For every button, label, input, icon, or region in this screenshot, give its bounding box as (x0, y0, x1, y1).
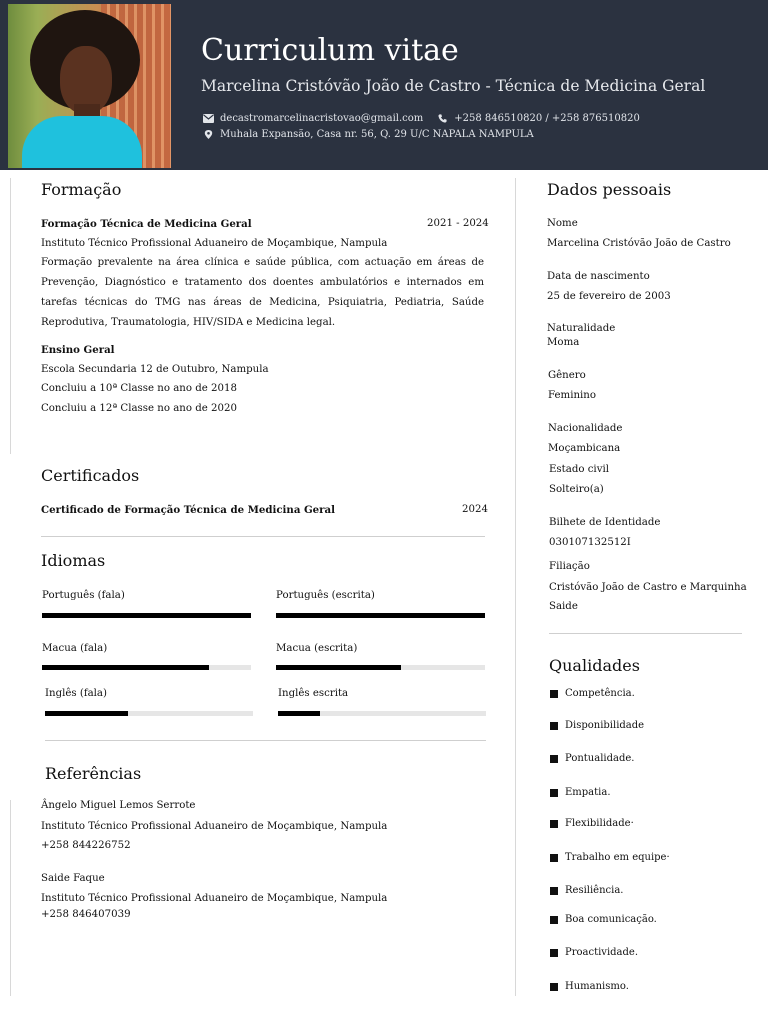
estado-civil-label: Estado civil (549, 464, 609, 475)
bullet-square-icon (550, 690, 558, 698)
language-bar-macua-fala (42, 665, 251, 670)
general-education-title: Ensino Geral (41, 344, 115, 356)
language-bar-macua-escrita (276, 665, 485, 670)
quality-item (550, 818, 634, 829)
naturalidade-label: Naturalidade (547, 323, 616, 334)
language-bar-portugues-escrita (276, 613, 485, 618)
bullet-square-icon (550, 887, 558, 895)
language-bar-ingles-fala (45, 711, 253, 716)
language-bar-ingles-escrita (278, 711, 486, 716)
certificados-title: Certificados (41, 466, 140, 485)
section-divider (549, 633, 742, 634)
page-subtitle: Marcelina Cristóvão João de Castro - Técnica de Medicina Geral (201, 77, 706, 95)
quality-item (550, 787, 611, 798)
bullet-square-icon (550, 755, 558, 763)
page-title: Curriculum vitae (201, 33, 459, 68)
email-text[interactable]: decastromarcelinacristovao@gmail.com (220, 113, 424, 124)
quality-text: Resiliência. (565, 885, 624, 896)
course-years: 2021 - 2024 (427, 218, 489, 229)
quality-text: Trabalho em equipe· (565, 852, 670, 863)
bilhete-value: 030107132512I (549, 537, 631, 548)
language-bar-fill (278, 711, 320, 716)
quality-text: Boa comunicação. (565, 914, 657, 925)
general-line-2: Concluiu a 12ª Classe no ano de 2020 (41, 403, 237, 414)
contact-line-2 (203, 129, 534, 140)
bilhete-label: Bilhete de Identidade (549, 517, 661, 528)
genero-label: Gênero (548, 370, 586, 381)
qualidades-title: Qualidades (549, 656, 640, 675)
bullet-square-icon (550, 949, 558, 957)
cv-header (0, 0, 768, 170)
referencias-title: Referências (45, 764, 142, 783)
language-label-portugues-fala: Português (fala) (42, 590, 125, 601)
reference-1-name: Ângelo Miguel Lemos Serrote (41, 800, 196, 811)
quality-item (550, 753, 634, 764)
quality-text: Disponibilidade (565, 720, 645, 731)
course-description: Formação prevalente na área clínica e saúde pública, com actuação em áreas de Prevenção, Diagnóstico e tratamento dos doentes ambulatórios e internados em tarefas técnicas do TMG nas áreas de Medicina, Psiquiatria, Pediatria, Saúde Reprodutiva, Traumatologia, HIV/SIDA e Medicina legal. (41, 257, 484, 328)
quality-text: Pontualidade. (565, 753, 635, 764)
language-label-portugues-escrita: Português (escrita) (276, 590, 375, 601)
language-bar-fill (42, 613, 251, 618)
filiacao-value-line2: Saide (549, 601, 578, 612)
language-label-ingles-fala: Inglês (fala) (45, 688, 107, 699)
email-icon (203, 114, 214, 123)
phone-icon (437, 114, 448, 123)
idiomas-title: Idiomas (41, 551, 106, 570)
naturalidade-value: Moma (547, 337, 580, 348)
bullet-square-icon (550, 854, 558, 862)
quality-item (550, 981, 629, 992)
address-text: Muhala Expansão, Casa nr. 56, Q. 29 U/C NAPALA NAMPULA (220, 129, 534, 140)
nome-label: Nome (547, 218, 578, 229)
language-bar-fill (276, 665, 401, 670)
reference-1-org: Instituto Técnico Profissional Aduaneiro de Moçambique, Nampula (41, 821, 388, 832)
bullet-square-icon (550, 916, 558, 924)
quality-item (550, 688, 635, 699)
genero-value: Feminino (548, 390, 596, 401)
nacionalidade-label: Nacionalidade (548, 423, 623, 434)
estado-civil-value: Solteiro(a) (549, 484, 604, 495)
section-divider (45, 740, 486, 741)
bullet-square-icon (550, 983, 558, 991)
reference-2-org: Instituto Técnico Profissional Aduaneiro de Moçambique, Nampula (41, 893, 388, 904)
language-label-ingles-escrita: Inglês escrita (278, 688, 349, 699)
nascimento-label: Data de nascimento (547, 271, 650, 282)
quality-item (550, 914, 657, 925)
certificate-item: Certificado de Formação Técnica de Medicina Geral (41, 504, 335, 516)
quality-text: Proactividade. (565, 947, 639, 958)
course-title: Formação Técnica de Medicina Geral (41, 218, 252, 230)
reference-1-phone: +258 844226752 (41, 840, 131, 851)
general-line-1: Concluiu a 10ª Classe no ano de 2018 (41, 383, 237, 394)
quality-text: Humanismo. (565, 981, 629, 992)
profile-photo (8, 4, 171, 168)
contact-line-1 (203, 113, 640, 124)
nome-value: Marcelina Cristóvão João de Castro (547, 238, 731, 249)
bullet-square-icon (550, 789, 558, 797)
location-pin-icon (203, 130, 214, 139)
section-divider (41, 536, 485, 537)
certificate-year: 2024 (462, 504, 488, 515)
language-bar-portugues-fala (42, 613, 251, 618)
quality-text: Flexibilidade· (565, 818, 634, 829)
bullet-square-icon (550, 820, 558, 828)
reference-2-phone: +258 846407039 (41, 909, 131, 920)
column-divider (515, 178, 516, 996)
filiacao-value-line1: Cristóvão João de Castro e Marquinha (549, 582, 747, 593)
language-bar-fill (42, 665, 209, 670)
nascimento-value: 25 de fevereiro de 2003 (547, 291, 671, 302)
nacionalidade-value: Moçambicana (548, 443, 621, 454)
bullet-square-icon (550, 722, 558, 730)
language-bar-fill (45, 711, 128, 716)
reference-2-name: Saide Faque (41, 873, 105, 884)
quality-text: Competência. (565, 688, 635, 699)
dados-pessoais-title: Dados pessoais (547, 180, 672, 199)
course-institution: Instituto Técnico Profissional Aduaneiro de Moçambique, Nampula (41, 238, 388, 249)
quality-item (550, 947, 638, 958)
left-edge-line-lower (10, 800, 11, 996)
language-label-macua-escrita: Macua (escrita) (276, 643, 358, 654)
filiacao-label: Filiação (549, 561, 590, 572)
general-school: Escola Secundaria 12 de Outubro, Nampula (41, 364, 269, 375)
language-label-macua-fala: Macua (fala) (42, 643, 108, 654)
language-bar-fill (276, 613, 485, 618)
quality-item (550, 852, 670, 863)
quality-text: Empatia. (565, 787, 611, 798)
phone-text: +258 846510820 / +258 876510820 (454, 113, 640, 124)
left-edge-line (10, 178, 11, 454)
quality-item (550, 720, 644, 731)
quality-item (550, 885, 623, 896)
formacao-title: Formação (41, 180, 122, 199)
